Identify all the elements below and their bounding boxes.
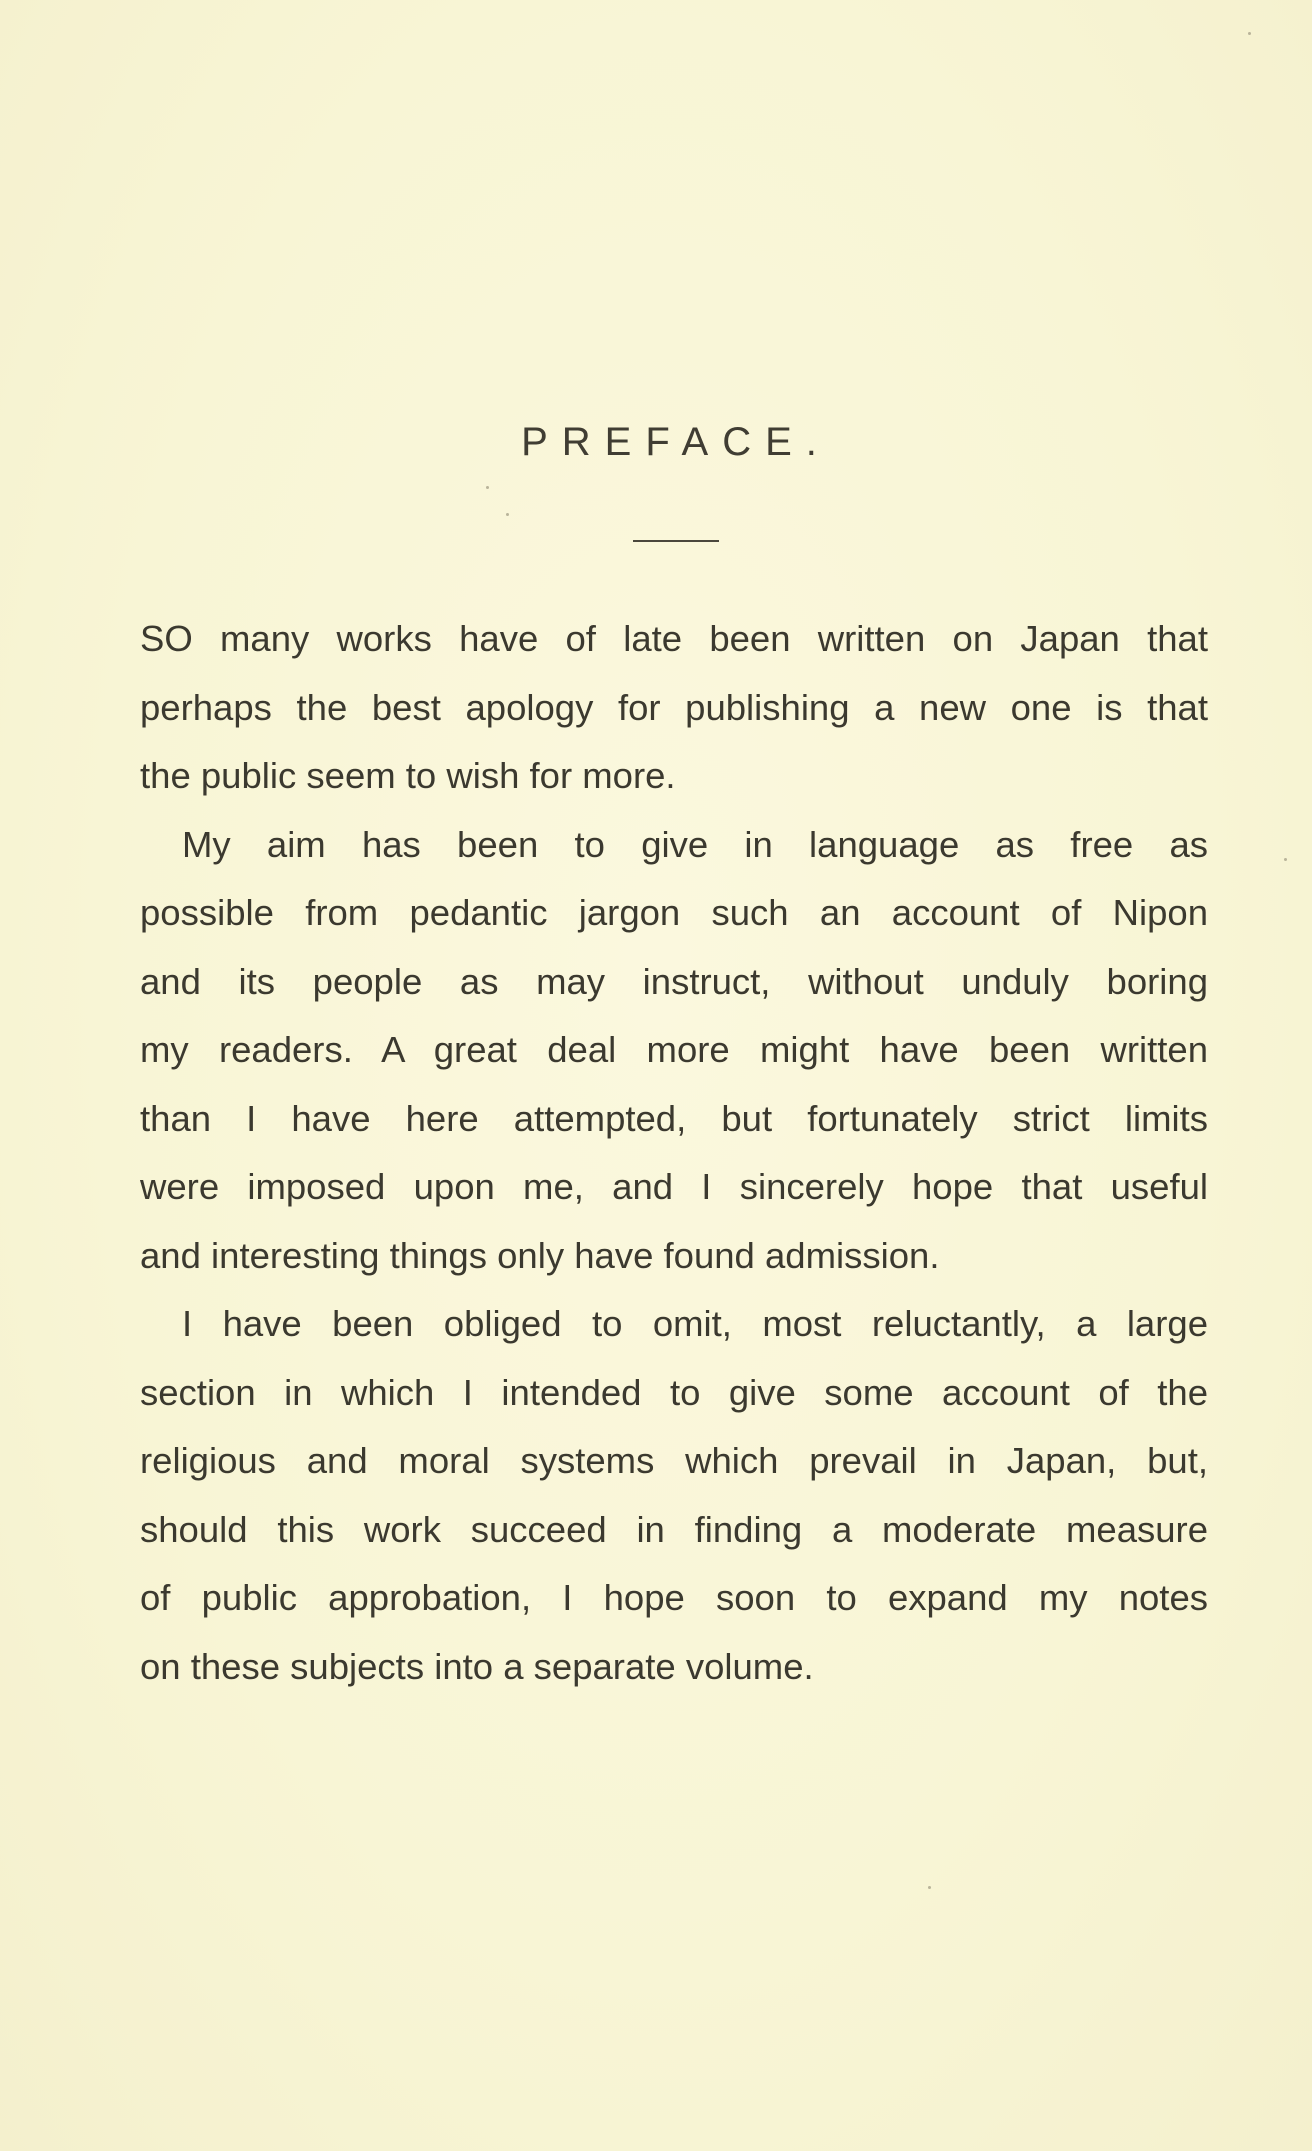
text-line: my readers. A great deal more might have been written	[140, 1029, 1208, 1070]
paper-speck	[928, 1886, 931, 1889]
text-line: on these subjects into a separate volume.	[140, 1645, 814, 1687]
paper-speck	[1284, 858, 1287, 861]
paragraph-3	[140, 1290, 1208, 1701]
text-line: My aim has been to give in language as free as	[182, 823, 1208, 865]
text-line: possible from pedantic jargon such an account of Nipon	[140, 892, 1208, 933]
text-line: SO many works have of late been written on Japan that	[140, 618, 1208, 659]
text-line: and interesting things only have found admission.	[140, 1234, 940, 1276]
page-title: PREFACE.	[521, 420, 831, 464]
text-line: should this work succeed in finding a moderate measure	[140, 1508, 1208, 1550]
text-line: perhaps the best apology for publishing a new one is that	[140, 686, 1208, 728]
text-line: than I have here attempted, but fortunately strict limits	[140, 1097, 1208, 1139]
paper-speck	[506, 513, 509, 516]
text-line: I have been obliged to omit, most reluctantly, a large	[182, 1303, 1208, 1344]
title-rule	[633, 540, 719, 542]
text-line: and its people as may instruct, without unduly boring	[140, 960, 1208, 1002]
paper-speck	[486, 486, 489, 489]
text-line: section in which I intended to give some account of the	[140, 1371, 1208, 1413]
text-line: religious and moral systems which prevail in Japan, but,	[140, 1440, 1208, 1481]
paper-speck	[1248, 32, 1251, 35]
preface-body	[140, 605, 1208, 1701]
text-line: the public seem to wish for more.	[140, 755, 676, 796]
paragraph-2	[140, 811, 1208, 1291]
paragraph-1	[140, 605, 1208, 811]
text-line: were imposed upon me, and I sincerely hope that useful	[140, 1166, 1208, 1207]
text-line: of public approbation, I hope soon to expand my notes	[140, 1577, 1208, 1618]
